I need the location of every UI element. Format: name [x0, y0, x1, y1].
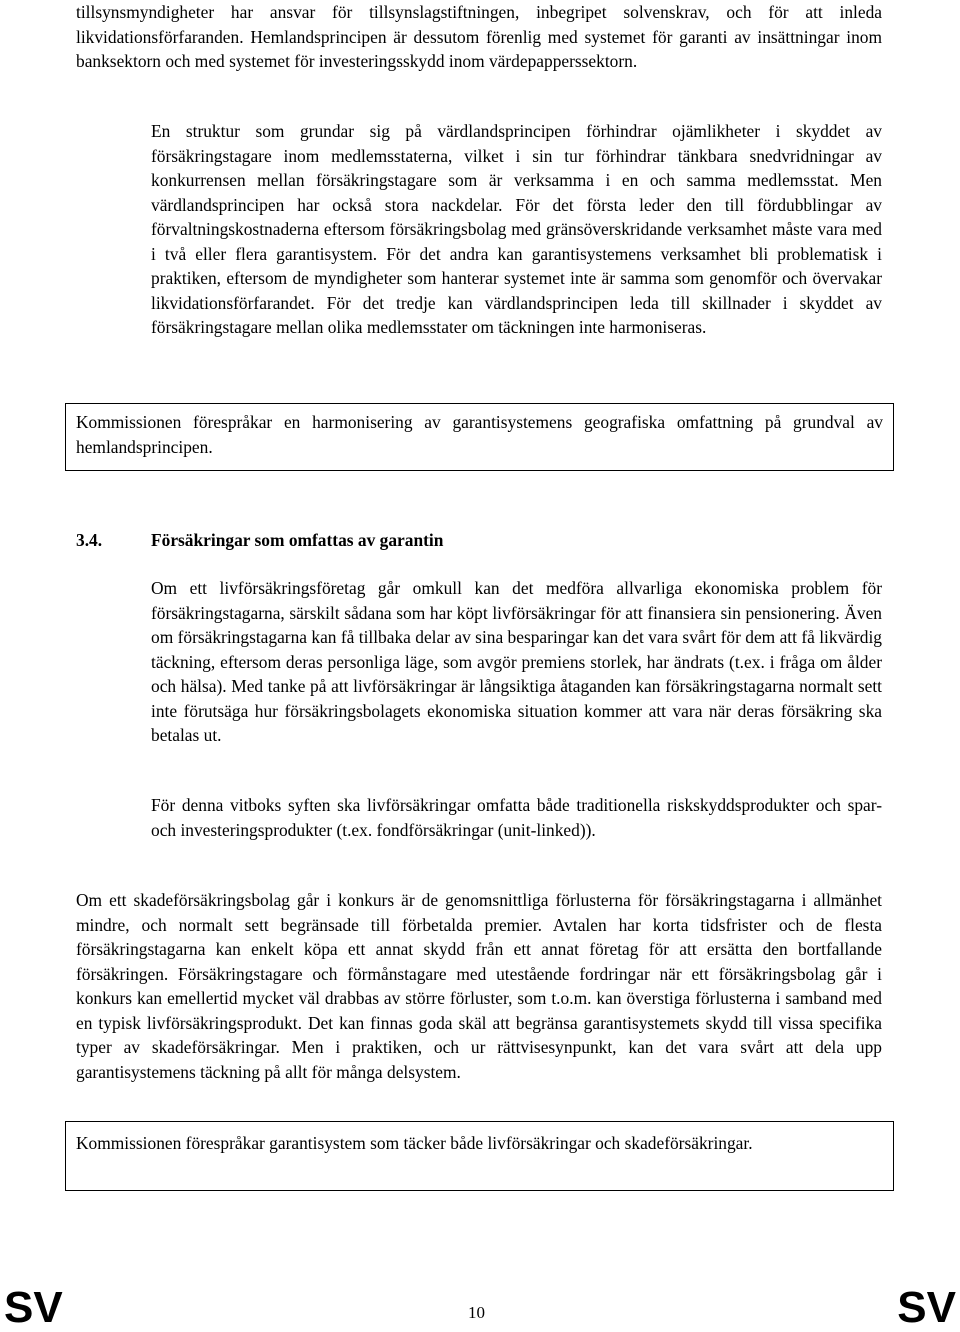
paragraph-intro-continued: tillsynsmyndigheter har ansvar för tillsynslagstiftningen, inbegripet solvenskrav, och för att inleda likvidationsförfaranden. Hemlandsprincipen är dessutom förenlig med systemet för garanti av insättningar inom banksektorn och med systemet för investeringsskydd inom värdepapperssektorn.: [76, 2, 882, 71]
recommendation-box-2: [65, 1121, 894, 1191]
recommendation-text-2: Kommissionen förespråkar garantisystem som täcker både livförsäkringar och skadeförsäkringar.: [76, 1133, 753, 1153]
recommendation-box-1: [65, 403, 894, 471]
paragraph-host-country-principle: En struktur som grundar sig på värdlandsprincipen förhindrar ojämlikheter i skyddet av försäkringstagare inom medlemsstaterna, vilket i sin tur förhindrar tänkbara snedvridningar av konkurrensen mellan försäkringstagare som är verksamma i en och samma medlemsstat. Men värdlandsprincipen har också stora nackdelar. För det första leder den till fördubblingar av förvaltningskostnaderna eftersom försäkringsbolag med gränsöverskridande verksamhet måste vara med i två eller flera garantisystem. För det andra kan garantisystemens verksamhet bli problematisk i praktiken, eftersom de myndigheter som hanterar systemet inte är samma som genomför och övervakar likvidationsförfarandet. För det tredje kan värdlandsprincipen leda till skillnader i skyddet av försäkringstagare mellan olika medlemsstater om täckningen inte harmoniseras.: [151, 121, 882, 337]
footer-language-left: SV: [4, 1283, 63, 1332]
section-number: 3.4.: [76, 530, 103, 550]
recommendation-text-1: Kommissionen förespråkar en harmonisering av garantisystemens geografiska omfattning på grundval av hemlandsprincipen.: [76, 412, 883, 457]
section-heading: [76, 528, 443, 553]
page-number: 10: [468, 1303, 485, 1322]
paragraph-life-insurance: Om ett livförsäkringsföretag går omkull kan det medföra allvarliga ekonomiska problem för försäkringstagarna, särskilt sådana som har köpt livförsäkringar för att finansiera sin pensionering. Även om försäkringstagarna kan få tillbaka delar av sina besparingar kan det vara svårt för dem att få likvärdig täckning, eftersom deras personliga läge, som avgör premiens storlek, har ändrats (t.ex. i fråga om ålder och hälsa). Med tanke på att livförsäkringar är långsiktiga åtaganden kan försäkringstagarna normalt sett inte förutsäga hur försäkringsbolagets ekonomiska situation kommer att vara när deras försäkring ska betalas ut.: [151, 578, 882, 745]
section-title: Försäkringar som omfattas av garantin: [151, 530, 444, 550]
paragraph-non-life-insurance: Om ett skadeförsäkringsbolag går i konkurs är de genomsnittliga förlusterna för försäkringstagarna i allmänhet mindre, och normalt sett begränsade till förbetalda premier. Avtalen har korta tidsfrister och de flesta försäkringstagarna kan enkelt köpa ett annat skydd från ett annat företag för att ersätta den bortfallande försäkringen. Försäkringstagare och förmånstagare med utestående fordringar när ett försäkringsbolag går i konkurs kan emellertid mycket väl drabbas av större förluster, som t.o.m. kan överstiga förlusterna i samband med en typisk livförsäkringsprodukt. Det kan finnas goda skäl att begränsa garantisystemets skydd till vissa specifika typer av skadeförsäkringar. Men i praktiken, och ur rättvisesynpunkt, kan det vara svårt att dela upp garantisystemens täckning på allt för många delsystem.: [76, 890, 882, 1082]
footer-language-right: SV: [897, 1283, 956, 1332]
paragraph-white-paper-scope: För denna vitboks syften ska livförsäkringar omfatta både traditionella riskskyddsprodukter och spar- och investeringsprodukter (t.ex. fondförsäkringar (unit-linked)).: [151, 795, 882, 840]
